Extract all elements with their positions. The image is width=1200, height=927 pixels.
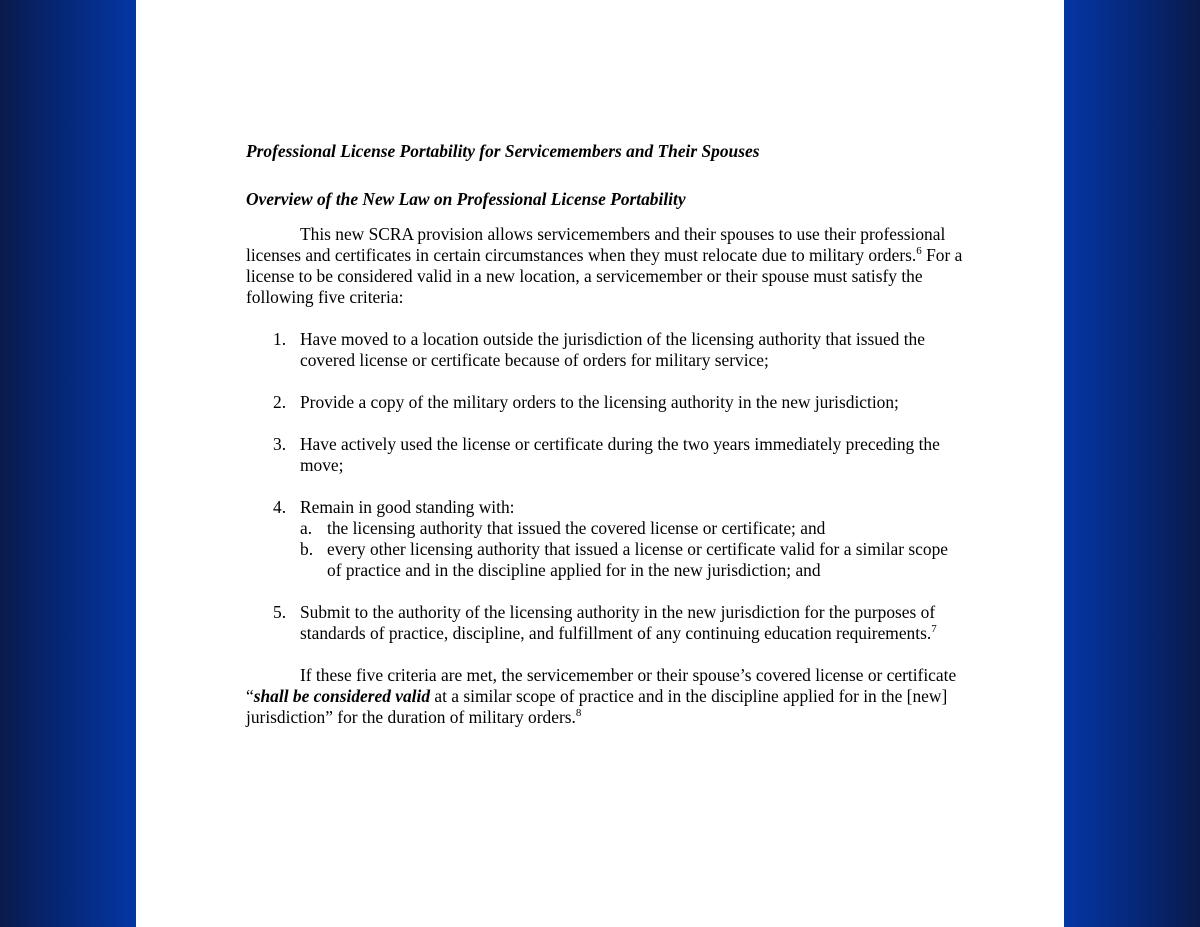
conclusion-text-after: at a similar scope of practice and in the discipline applied for in the [new] jurisdiction” for the duration of military orders. (246, 686, 948, 727)
conclusion-emphasis: shall be considered valid (253, 686, 431, 706)
intro-paragraph (246, 224, 966, 308)
sub-criterion-item (300, 518, 966, 539)
conclusion-paragraph (246, 665, 966, 728)
intro-text-before: This new SCRA provision allows servicemembers and their spouses to use their professional licenses and certificates in certain circumstances when they must relocate due to military orders. (246, 224, 946, 265)
footnote-marker-6: 6 (916, 245, 922, 257)
sub-criteria-list (300, 518, 966, 581)
sub-criterion-item (300, 539, 966, 581)
criterion-number: 4. (273, 497, 287, 517)
criterion-text: Have moved to a location outside the jurisdiction of the licensing authority that issued the covered license or certificate because of orders for military service; (300, 329, 925, 370)
criterion-item (246, 434, 966, 476)
criterion-text: Provide a copy of the military orders to the licensing authority in the new jurisdiction; (300, 392, 899, 412)
section-subtitle: Overview of the New Law on Professional License Portability (246, 189, 686, 209)
document-title: Professional License Portability for Servicemembers and Their Spouses (246, 141, 760, 161)
right-blue-border (1064, 0, 1200, 927)
criterion-item (246, 602, 966, 644)
sub-criterion-text: every other licensing authority that issued a license or certificate valid for a similar scope of practice and in the discipline applied for in the new jurisdiction; and (327, 539, 949, 580)
criteria-list (246, 329, 966, 644)
criterion-number: 2. (273, 392, 287, 412)
conclusion-text-before: If these five criteria are met, the servicemember or their spouse’s covered license or certificate “ (246, 665, 957, 706)
left-blue-border (0, 0, 136, 927)
criterion-text: Have actively used the license or certificate during the two years immediately preceding the move; (300, 434, 940, 475)
footnote-marker-7: 7 (931, 623, 937, 635)
document-content (246, 141, 966, 728)
intro-text-after: For a license to be considered valid in a new location, a servicemember or their spouse must satisfy the following five criteria: (246, 245, 963, 307)
criterion-text: Remain in good standing with: (300, 497, 515, 517)
criterion-item (246, 329, 966, 371)
criterion-text: Submit to the authority of the licensing authority in the new jurisdiction for the purposes of standards of practice, discipline, and fulfillment of any continuing education requirements. (300, 602, 936, 643)
document-page (136, 0, 1064, 927)
criterion-number: 1. (273, 329, 287, 349)
sub-criterion-mark: a. (300, 518, 313, 538)
footnote-marker-8: 8 (575, 707, 582, 719)
criterion-item (246, 497, 966, 581)
sub-criterion-mark: b. (300, 539, 314, 559)
sub-criterion-text: the licensing authority that issued the covered license or certificate; and (327, 518, 826, 538)
criterion-item (246, 392, 966, 413)
criterion-number: 5. (273, 602, 287, 622)
criterion-number: 3. (273, 434, 287, 454)
